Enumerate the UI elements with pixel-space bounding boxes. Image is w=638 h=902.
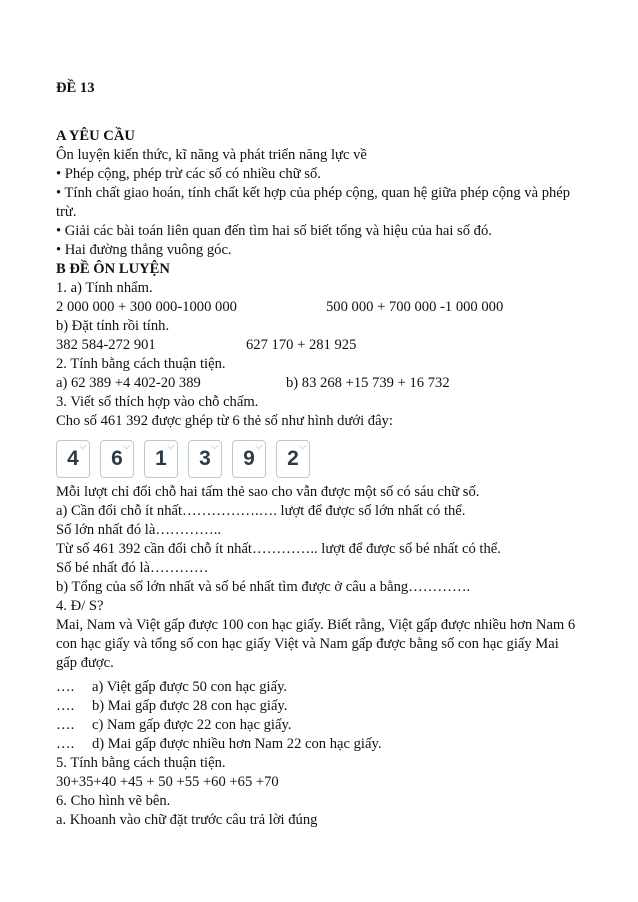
question-3a-line-2: Số lớn nhất đó là………….. — [56, 522, 221, 538]
question-1b-expr-1: 382 584-272 901 — [56, 337, 156, 353]
section-b-heading: B ĐỀ ÔN LUYỆN — [56, 261, 170, 277]
requirement-bullet: • Hai đường thẳng vuông góc. — [56, 242, 232, 258]
number-card-digit: 1 — [155, 447, 167, 470]
requirement-bullet-continued: trừ. — [56, 204, 77, 220]
section-a-intro: Ôn luyện kiến thức, kĩ năng và phát triển năng lực về — [56, 147, 367, 163]
requirement-bullet: • Tính chất giao hoán, tính chất kết hợp của phép cộng, quan hệ giữa phép cộng và phép — [56, 185, 571, 201]
question-4-text: gấp được. — [56, 655, 114, 671]
question-4-option: d) Mai gấp được nhiều hơn Nam 22 con hạc giấy. — [92, 736, 382, 752]
answer-blank: …. — [56, 736, 75, 752]
question-3a-line-3: Từ số 461 392 cần đổi chỗ ít nhất………….. lượt để được số bé nhất có thể. — [56, 541, 501, 557]
question-1b-label: b) Đặt tính rồi tính. — [56, 318, 170, 334]
number-card — [188, 440, 222, 478]
question-4-option: c) Nam gấp được 22 con hạc giấy. — [92, 717, 292, 733]
question-2b: b) 83 268 +15 739 + 16 732 — [286, 375, 450, 391]
question-1b-expr-2: 627 170 + 281 925 — [246, 337, 357, 353]
requirement-bullet: • Giải các bài toán liên quan đến tìm hai số biết tổng và hiệu của hai số đó. — [56, 223, 492, 239]
number-card — [144, 440, 178, 478]
question-3-intro: Cho số 461 392 được ghép từ 6 thẻ số như hình dưới đây: — [56, 413, 393, 429]
question-6-label: 6. Cho hình vẽ bên. — [56, 793, 171, 809]
number-card — [276, 440, 310, 478]
section-a-heading: A YÊU CẦU — [56, 128, 135, 144]
answer-blank: …. — [56, 717, 75, 733]
number-cards — [56, 440, 316, 482]
answer-blank: …. — [56, 698, 75, 714]
number-card — [56, 440, 90, 478]
question-3-label: 3. Viết số thích hợp vào chỗ chấm. — [56, 394, 259, 410]
number-card — [100, 440, 134, 478]
question-3-instruction: Mỗi lượt chỉ đổi chỗ hai tấm thẻ sao cho vẫn được một số có sáu chữ số. — [56, 484, 480, 500]
question-4-option: b) Mai gấp được 28 con hạc giấy. — [92, 698, 288, 714]
requirement-bullet: • Phép cộng, phép trừ các số có nhiều chữ số. — [56, 166, 321, 182]
question-5-expr: 30+35+40 +45 + 50 +55 +60 +65 +70 — [56, 774, 279, 790]
number-card — [232, 440, 266, 478]
question-3b: b) Tổng của số lớn nhất và số bé nhất tìm được ở câu a bằng…………. — [56, 579, 471, 595]
question-4-label: 4. Đ/ S? — [56, 598, 104, 614]
question-4-option: a) Việt gấp được 50 con hạc giấy. — [92, 679, 288, 695]
question-1a-label: 1. a) Tính nhẩm. — [56, 280, 153, 296]
question-4-text: con hạc giấy và tổng số con hạc giấy Việt và Nam gấp được bằng số con hạc giấy Mai — [56, 636, 559, 652]
question-2-label: 2. Tính bằng cách thuận tiện. — [56, 356, 226, 372]
answer-blank: …. — [56, 679, 75, 695]
number-card-digit: 4 — [67, 447, 79, 470]
number-card-digit: 6 — [111, 447, 123, 470]
question-2a: a) 62 389 +4 402-20 389 — [56, 375, 201, 391]
question-3a-line-1: a) Cần đổi chỗ ít nhất…………….…. lượt để được số lớn nhất có thể. — [56, 503, 466, 519]
number-card-digit: 9 — [243, 447, 255, 470]
question-3a-line-4: Số bé nhất đó là………… — [56, 560, 209, 576]
exam-title: ĐỀ 13 — [56, 80, 95, 96]
question-4-text: Mai, Nam và Việt gấp được 100 con hạc giấy. Biết rằng, Việt gấp được nhiều hơn Nam 6 — [56, 617, 576, 633]
question-6a: a. Khoanh vào chữ đặt trước câu trả lời đúng — [56, 812, 318, 828]
number-card-digit: 3 — [199, 447, 211, 470]
number-card-digit: 2 — [287, 447, 299, 470]
question-5-label: 5. Tính bằng cách thuận tiện. — [56, 755, 226, 771]
question-1a-expr-2: 500 000 + 700 000 -1 000 000 — [326, 299, 504, 315]
question-1a-expr-1: 2 000 000 + 300 000-1000 000 — [56, 299, 237, 315]
